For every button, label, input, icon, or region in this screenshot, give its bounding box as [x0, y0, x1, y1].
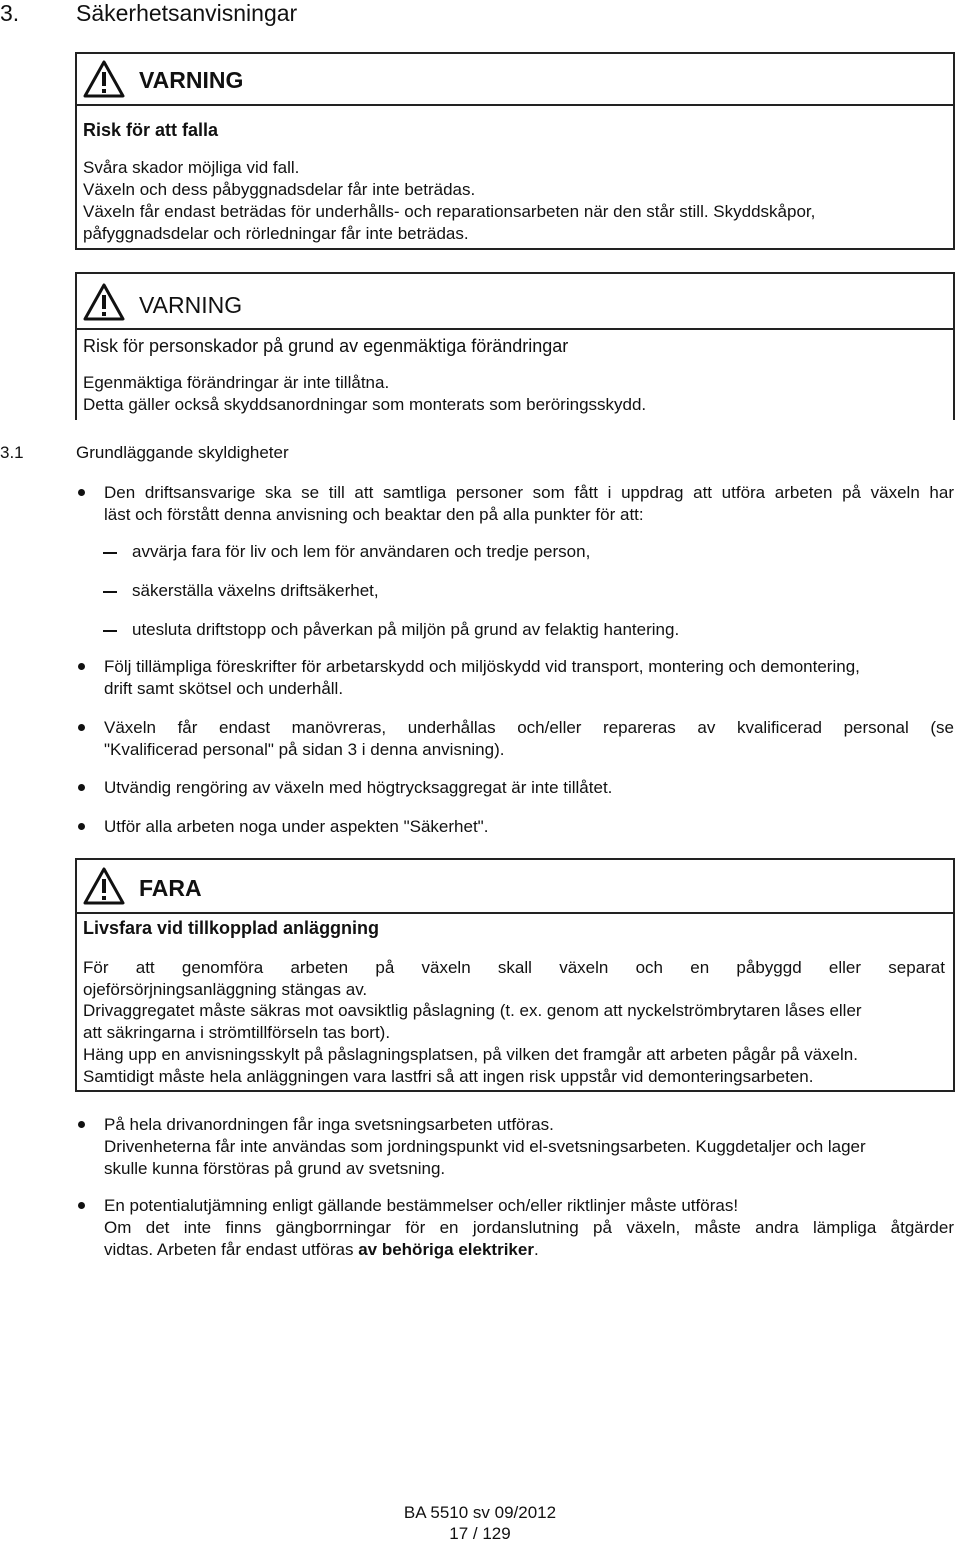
bullet-text-line: Växeln får endast manövreras, underhållas och/eller repareras av kvalificerad personal (se	[104, 718, 954, 737]
bullet-icon	[76, 1119, 88, 1131]
bullet-icon	[76, 722, 88, 734]
dash-item: avvärja fara för liv och lem för användaren och tredje person,	[132, 542, 591, 561]
warning-text-line: Egenmäktiga förändringar är inte tillåtna.	[83, 373, 390, 392]
dash-icon	[103, 591, 117, 593]
warning-triangle-icon	[83, 60, 125, 98]
footer-page-number: 17 / 129	[449, 1524, 511, 1543]
warning-text-line: Svåra skador möjliga vid fall.	[83, 158, 300, 177]
warning-box-modifications	[75, 272, 955, 420]
bullet-icon	[76, 487, 88, 499]
plain-text: vidtas. Arbeten får endast utföras	[104, 1240, 359, 1259]
dash-icon	[103, 630, 117, 632]
danger-text-line: att säkringarna i strömtillförseln tas bort).	[83, 1023, 391, 1042]
danger-text-line: Häng upp en anvisningsskylt på påslagningsplatsen, på vilken det framgår att arbeten pågår på växeln.	[83, 1045, 858, 1064]
chapter-number: 3.	[0, 0, 20, 26]
bullet-text-line: läst och förstått denna anvisning och beaktar den på alla punkter för att:	[104, 505, 644, 524]
danger-text-line: Samtidigt måste hela anläggningen vara lastfri så att ingen risk uppstår vid demonteringsarbeten.	[83, 1067, 814, 1086]
bold-text: av behöriga elektriker	[358, 1240, 534, 1259]
bullet-text-line: Den driftsansvarige ska se till att samtliga personer som fått i uppdrag att utföra arbeten på växeln har	[104, 483, 954, 502]
danger-header	[77, 860, 953, 914]
bullet-text-line: "Kvalificerad personal" på sidan 3 i denna anvisning).	[104, 740, 505, 759]
danger-text-line: För att genomföra arbeten på växeln skall växeln och en påbyggd eller separat	[83, 958, 945, 977]
bullet-text-line: Om det inte finns gängborrningar för en jordanslutning på växeln, måste andra lämpliga åtgärder	[104, 1218, 954, 1237]
bullet-text-line: Utför alla arbeten noga under aspekten "Säkerhet".	[104, 817, 489, 836]
bullet-icon	[76, 821, 88, 833]
warning-box-fall	[75, 52, 955, 250]
warning-header	[77, 274, 953, 330]
plain-text: .	[533, 1240, 539, 1259]
dash-item: säkerställa växelns driftsäkerhet,	[132, 581, 379, 600]
warning-header	[77, 54, 953, 106]
warning-title: Risk för att falla	[83, 120, 219, 140]
dash-icon	[103, 552, 117, 554]
dash-item: utesluta driftstopp och påverkan på miljön på grund av felaktig hantering.	[132, 620, 680, 639]
chapter-title: Säkerhetsanvisningar	[76, 0, 298, 26]
signal-word: VARNING	[139, 292, 243, 318]
danger-title: Livsfara vid tillkopplad anläggning	[83, 918, 380, 938]
section-title: Grundläggande skyldigheter	[76, 443, 289, 462]
bullet-text-line: Följ tillämpliga föreskrifter för arbetarskydd och miljöskydd vid transport, montering och demontering,	[104, 657, 860, 676]
warning-triangle-icon	[83, 283, 125, 321]
danger-text-line: Drivaggregatet måste säkras mot oavsiktlig påslagning (t. ex. genom att nyckelströmbrytaren låses eller	[83, 1001, 862, 1020]
section-number: 3.1	[0, 443, 24, 462]
warning-text-line: Växeln och dess påbyggnadsdelar får inte beträdas.	[83, 180, 476, 199]
bullet-text-line: skulle kunna förstöras på grund av svetsning.	[104, 1159, 446, 1178]
bullet-text-line: Utvändig rengöring av växeln med högtrycksaggregat är inte tillåtet.	[104, 778, 613, 797]
warning-text-line: Växeln får endast beträdas för underhålls- och reparationsarbeten när den står still. Skyddskåpor,	[83, 202, 816, 221]
signal-word: FARA	[139, 875, 202, 901]
bullet-text-line: På hela drivanordningen får inga svetsningsarbeten utföras.	[104, 1115, 554, 1134]
warning-title: Risk för personskador på grund av egenmäktiga förändringar	[83, 336, 569, 356]
warning-text-line: påfyggnadsdelar och rörledningar får inte beträdas.	[83, 224, 469, 243]
bullet-text-line: drift samt skötsel och underhåll.	[104, 679, 344, 698]
warning-text-line: Detta gäller också skyddsanordningar som monterats som beröringsskydd.	[83, 395, 647, 414]
danger-text-line: ojeförsörjningsanläggning stängas av.	[83, 980, 368, 999]
bullet-icon	[76, 782, 88, 794]
bullet-icon	[76, 1200, 88, 1212]
bullet-icon	[76, 661, 88, 673]
bullet-text-line	[104, 1239, 539, 1261]
bullet-text-line: Drivenheterna får inte användas som jordningspunkt vid el-svetsningsarbeten. Kuggdetaljer och lager	[104, 1137, 866, 1156]
footer-doc-id: BA 5510 sv 09/2012	[403, 1503, 557, 1522]
signal-word: VARNING	[139, 67, 244, 93]
danger-box	[75, 858, 955, 1092]
bullet-text-line: En potentialutjämning enligt gällande bestämmelser och/eller riktlinjer måste utföras!	[104, 1196, 739, 1215]
warning-triangle-icon	[83, 867, 125, 905]
